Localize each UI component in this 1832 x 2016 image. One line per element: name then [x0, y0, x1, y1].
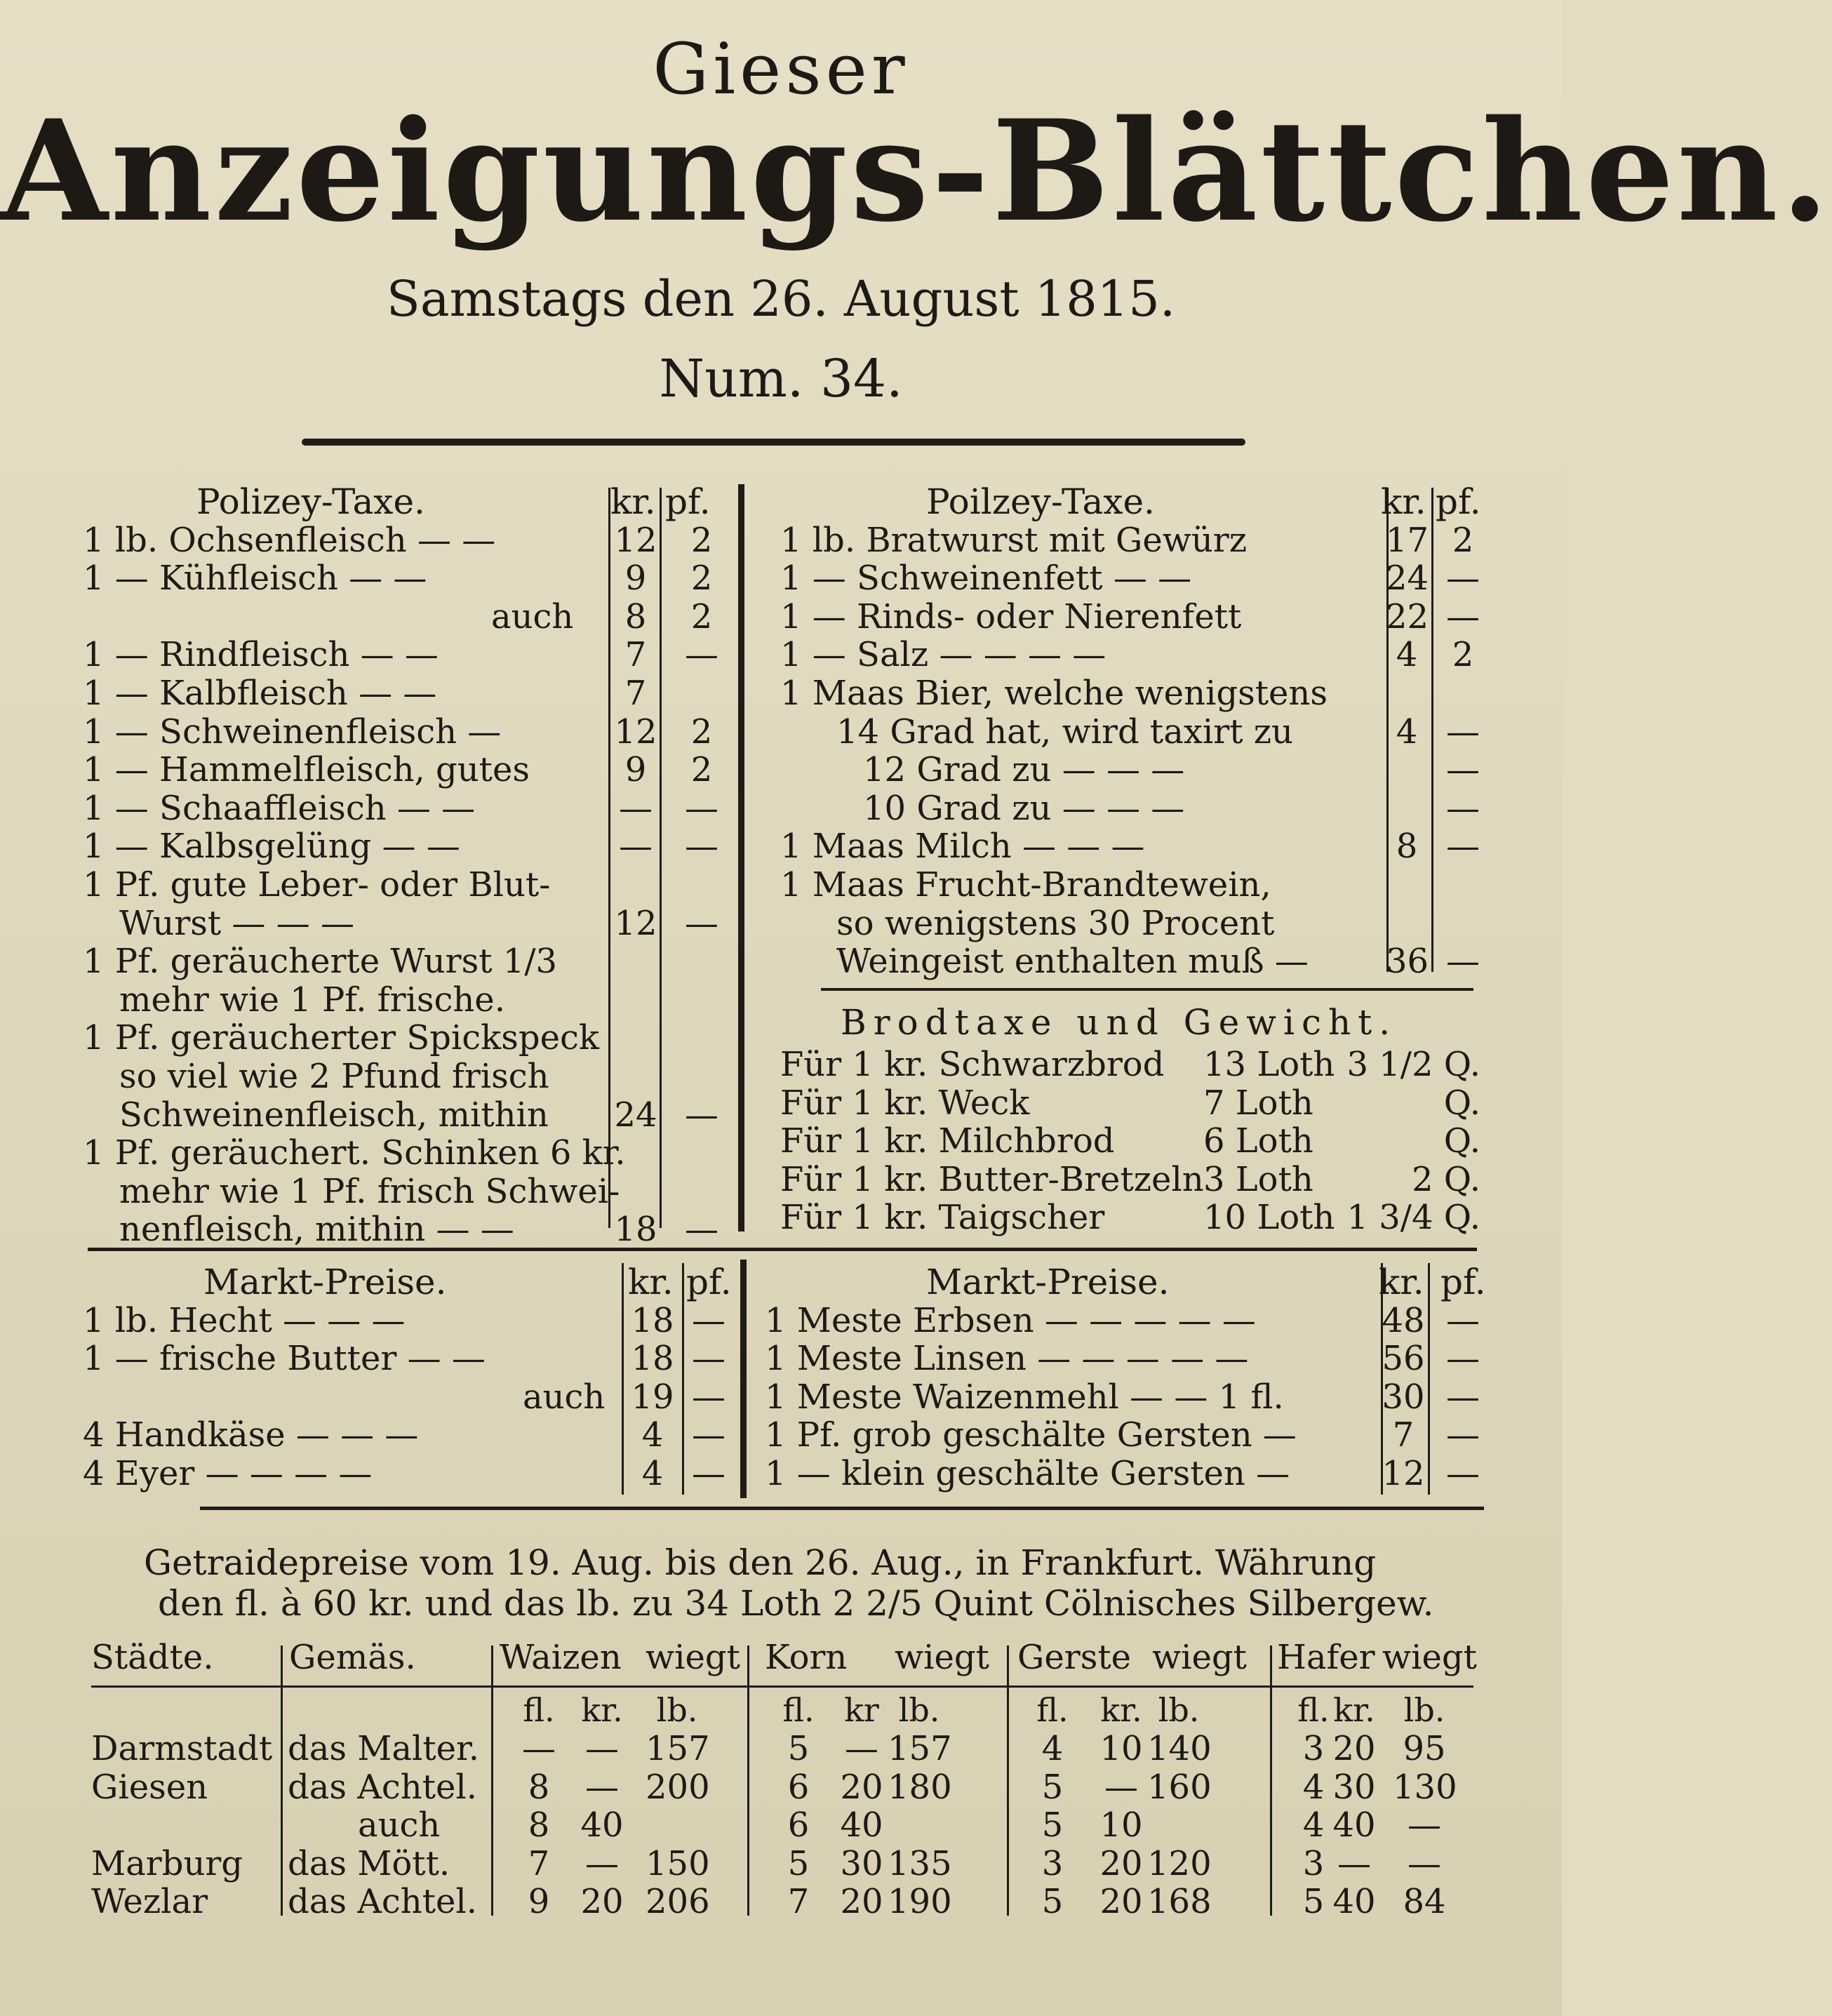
market_left-kr: 4 — [641, 1454, 664, 1493]
police-right-pf: — — [1446, 827, 1480, 867]
bread-weight: 7 Loth — [1203, 1083, 1313, 1123]
grain-col-rule-5 — [1270, 1645, 1272, 1916]
police-right-line: Weingeist enthalten muß — — [836, 942, 1309, 982]
grain-city: Marburg — [91, 1843, 243, 1883]
masthead-rule — [302, 439, 1245, 446]
police-left-line: 1 — Schweinenfleisch — — [83, 712, 502, 752]
grain-intro-line2: den fl. à 60 kr. und das lb. zu 34 Loth 2 2/5 Quint Cölnisches Silbergew. — [158, 1583, 1434, 1624]
market_right-item: 1 Meste Waizenmehl — — 1 fl. — [765, 1377, 1284, 1417]
grain-value: 157 — [888, 1729, 952, 1768]
grain-unit: lb. — [1158, 1691, 1200, 1729]
grain-value: 5 — [787, 1843, 810, 1883]
police-right-line: 1 lb. Bratwurst mit Gewürz — [780, 520, 1248, 560]
grain-value: 4 — [1302, 1805, 1325, 1845]
grain-measure: das Malter. — [288, 1729, 479, 1768]
police-left-pf: — — [685, 788, 718, 828]
grain-value: 30 — [840, 1843, 883, 1883]
market_left-kr: 19 — [631, 1377, 674, 1417]
bread-quint: Q. — [1443, 1083, 1480, 1123]
grain-value: 30 — [1332, 1767, 1376, 1807]
grain-value: 20 — [1099, 1843, 1143, 1883]
grain-value: 8 — [528, 1805, 550, 1845]
grain-unit: fl. — [1297, 1691, 1330, 1729]
grain-value: 40 — [1332, 1882, 1376, 1921]
grain-unit: fl. — [523, 1691, 555, 1729]
bread-weight: 3 Loth — [1203, 1159, 1313, 1199]
police-left-pf: 2 — [690, 596, 713, 636]
grain-value: 20 — [840, 1882, 883, 1921]
police-right-kr: 4 — [1396, 635, 1418, 675]
masthead-title: Anzeigungs-Blättchen. — [0, 89, 1832, 253]
grain-value: — — [1408, 1843, 1441, 1883]
grain-value: 8 — [528, 1767, 550, 1807]
market_left-pf: — — [692, 1454, 726, 1493]
bread-top-rule — [821, 988, 1473, 991]
grain-value: 180 — [888, 1767, 952, 1807]
police-right-pf: 2 — [1452, 635, 1474, 675]
market_right-kr: 30 — [1382, 1377, 1425, 1417]
grain-value: — — [522, 1729, 556, 1768]
police-right-line: 1 Maas Bier, welche wenigstens — [780, 674, 1328, 713]
police-left-line: auch — [491, 596, 574, 636]
grain-value: 3 — [1302, 1843, 1325, 1883]
market-left-rule-a — [622, 1263, 624, 1495]
grain-header: Gerste — [1017, 1638, 1132, 1677]
grain-value: 9 — [528, 1882, 550, 1921]
bread-item: Für 1 kr. Schwarzbrod — [780, 1045, 1165, 1084]
police-center-rule — [738, 484, 744, 1231]
police-right-line: 1 — Rinds- oder Nierenfett — [780, 596, 1242, 636]
grain-value: 157 — [646, 1729, 710, 1768]
police-left-pf: — — [685, 903, 718, 943]
police-right-line: 1 — Schweinenfett — — — [780, 559, 1192, 599]
bread-heading: Brodtaxe und Gewicht. — [841, 1002, 1398, 1043]
police-left-kr: 24 — [614, 1095, 657, 1135]
grain-value: 5 — [1041, 1805, 1064, 1845]
police-right-kr: 22 — [1386, 596, 1429, 636]
police-left-line: 1 — Kühfleisch — — — [83, 559, 427, 599]
grain-col-rule-3 — [747, 1645, 749, 1916]
police-left-kr: — — [619, 827, 653, 867]
police-left-line: 1 — Kalbfleisch — — — [83, 674, 437, 713]
police-left-line: 1 Pf. geräucherte Wurst 1/3 — [83, 942, 558, 982]
police-right-heading: Poilzey-Taxe. — [926, 481, 1155, 522]
police-left-pf: — — [685, 1210, 718, 1250]
grain-header: Waizen — [500, 1638, 622, 1677]
grain-unit: lb. — [1403, 1691, 1445, 1729]
market_right-pf: — — [1446, 1377, 1480, 1417]
grain-value: 4 — [1041, 1729, 1064, 1768]
police-left-kr: 8 — [624, 596, 647, 636]
grain-header: Korn — [765, 1638, 848, 1677]
police-left-pf: 2 — [690, 520, 713, 560]
grain-unit: kr — [844, 1691, 879, 1729]
police-left-pf: — — [685, 1095, 718, 1135]
police-left-line: 1 — Hammelfleisch, gutes — [83, 750, 530, 790]
police-left-line: 1 Pf. gute Leber- oder Blut- — [83, 865, 551, 904]
grain-header: Hafer — [1277, 1638, 1375, 1677]
police-right-line: 12 Grad zu — — — — [863, 750, 1185, 790]
police-left-pf: 2 — [690, 559, 713, 599]
market_left-pf: — — [692, 1377, 726, 1417]
police-left-line: 1 — Schaaffleisch — — — [83, 788, 476, 828]
grain-value: 6 — [787, 1805, 810, 1845]
market_left-col-pf: pf. — [686, 1262, 732, 1302]
grain-value: 5 — [1302, 1882, 1325, 1921]
grain-value: 10 — [1099, 1729, 1143, 1768]
market_right-item: 1 Pf. grob geschälte Gersten — — [765, 1415, 1297, 1455]
grain-intro-line1: Getraidepreise vom 19. Aug. bis den 26. Aug., in Frankfurt. Währung — [144, 1542, 1377, 1583]
grain-value: 5 — [1041, 1882, 1064, 1921]
market_right-kr: 12 — [1382, 1454, 1425, 1493]
police-left-kr: 7 — [624, 635, 647, 675]
grain-value: 6 — [787, 1767, 810, 1807]
police-left-kr: — — [619, 788, 653, 828]
market_right-col-pf: pf. — [1440, 1262, 1486, 1302]
bread-item: Für 1 kr. Milchbrod — [780, 1121, 1115, 1161]
grain-value: 20 — [840, 1767, 883, 1807]
grain-header: wiegt — [646, 1638, 740, 1677]
grain-header-rule — [91, 1685, 1473, 1688]
police-right-pf: — — [1446, 559, 1480, 599]
grain-header: Städte. — [91, 1638, 214, 1677]
grain-value: 7 — [528, 1843, 550, 1883]
market-bottom-rule — [200, 1507, 1484, 1510]
police-left-pf: 2 — [690, 712, 713, 752]
grain-value: — — [585, 1729, 619, 1768]
market_left-item: 4 Handkäse — — — — [83, 1415, 419, 1455]
grain-value: — — [1408, 1805, 1441, 1845]
market_left-pf: — — [692, 1415, 726, 1455]
grain-value: 20 — [580, 1882, 624, 1921]
grain-value: 190 — [888, 1882, 952, 1921]
grain-measure: das Achtel. — [288, 1767, 477, 1807]
grain-col-rule-1 — [281, 1645, 283, 1916]
grain-value: 130 — [1393, 1767, 1457, 1807]
grain-value: 150 — [646, 1843, 710, 1883]
police-left-line: mehr wie 1 Pf. frische. — [119, 980, 505, 1020]
grain-value: 20 — [1099, 1882, 1143, 1921]
grain-value: 10 — [1099, 1805, 1143, 1845]
market_right-pf: — — [1446, 1300, 1480, 1340]
market_left-item: 1 lb. Hecht — — — — [83, 1300, 406, 1340]
market_left-item: 1 — frische Butter — — — [83, 1339, 486, 1379]
police-right-line: 14 Grad hat, wird taxirt zu — [836, 712, 1293, 752]
grain-value: 95 — [1403, 1729, 1446, 1768]
grain-value: 135 — [888, 1843, 952, 1883]
bread-quint: 2 Q. — [1411, 1159, 1480, 1199]
police-left-kr: 12 — [614, 712, 657, 752]
grain-value: 3 — [1302, 1729, 1325, 1768]
grain-col-rule-2 — [491, 1645, 493, 1916]
grain-value: — — [585, 1843, 619, 1883]
police-left-pf: 2 — [690, 750, 713, 790]
police-right-rule-b — [1431, 488, 1433, 972]
grain-unit: kr. — [1333, 1691, 1375, 1729]
bread-quint: 1 3/4 Q. — [1346, 1198, 1480, 1238]
grain-unit: fl. — [782, 1691, 815, 1729]
grain-value: 84 — [1403, 1882, 1446, 1921]
grain-col-rule-4 — [1007, 1645, 1009, 1916]
market_left-kr: 18 — [631, 1339, 674, 1379]
police-left-kr: 9 — [624, 750, 647, 790]
police-left-col-pf: pf. — [665, 481, 711, 522]
police-left-line: Wurst — — — — [119, 903, 354, 943]
market_left-heading: Markt-Preise. — [203, 1262, 447, 1302]
police-left-line: 1 Pf. geräuchert. Schinken 6 kr. — [83, 1133, 626, 1173]
police-right-line: so wenigstens 30 Procent — [836, 903, 1275, 943]
market_left-item: auch — [523, 1377, 606, 1417]
police-right-pf: — — [1446, 750, 1480, 790]
grain-value: — — [585, 1767, 619, 1807]
grain-value: 7 — [787, 1882, 810, 1921]
police-left-line: so viel wie 2 Pfund frisch — [119, 1057, 549, 1096]
market_left-pf: — — [692, 1339, 726, 1379]
market_right-kr: 56 — [1382, 1339, 1425, 1379]
market_right-heading: Markt-Preise. — [926, 1262, 1170, 1302]
bread-weight: 6 Loth — [1203, 1121, 1313, 1161]
police-right-pf: — — [1446, 596, 1480, 636]
grain-value: 4 — [1302, 1767, 1325, 1807]
police-right-kr: 4 — [1396, 712, 1418, 752]
police-right-pf: — — [1446, 712, 1480, 752]
market_left-item: 4 Eyer — — — — — [83, 1454, 373, 1493]
grain-header: wiegt — [895, 1638, 989, 1677]
market_right-pf: — — [1446, 1415, 1480, 1455]
police-right-line: 1 Maas Frucht-Brandtewein, — [780, 865, 1271, 904]
bread-item: Für 1 kr. Weck — [780, 1083, 1030, 1123]
police-right-kr: 24 — [1386, 559, 1429, 599]
police-left-line: nenfleisch, mithin — — — [119, 1210, 514, 1250]
bread-quint: 3 1/2 Q. — [1346, 1045, 1480, 1084]
grain-value: 200 — [646, 1767, 710, 1807]
bread-item: Für 1 kr. Taigscher — [780, 1198, 1105, 1238]
issue-number: Num. 34. — [659, 349, 903, 409]
market_left-kr: 18 — [631, 1300, 674, 1340]
police-left-heading: Polizey-Taxe. — [196, 481, 425, 522]
police-left-col-kr: kr. — [610, 481, 656, 522]
police-left-kr: 18 — [614, 1210, 657, 1250]
police-left-line: 1 — Kalbsgelüng — — — [83, 827, 460, 867]
grain-value: — — [1104, 1767, 1138, 1807]
market_right-pf: — — [1446, 1454, 1480, 1493]
bread-quint: Q. — [1443, 1121, 1480, 1161]
market_right-kr: 48 — [1382, 1300, 1425, 1340]
police-right-line: 1 Maas Milch — — — — [780, 827, 1145, 867]
grain-unit: lb. — [898, 1691, 940, 1729]
police-right-pf: — — [1446, 942, 1480, 982]
grain-unit: fl. — [1036, 1691, 1069, 1729]
grain-value: 206 — [646, 1882, 710, 1921]
grain-value: 40 — [1332, 1805, 1376, 1845]
grain-value: 40 — [580, 1805, 624, 1845]
market_left-pf: — — [692, 1300, 726, 1340]
market_right-item: 1 Meste Erbsen — — — — — — [765, 1300, 1256, 1340]
grain-value: 5 — [787, 1729, 810, 1768]
grain-value: 140 — [1147, 1729, 1212, 1768]
grain-value: 40 — [840, 1805, 883, 1845]
grain-city: Giesen — [91, 1767, 208, 1807]
police-left-line: Schweinenfleisch, mithin — [119, 1095, 549, 1135]
police-left-line: 1 Pf. geräucherter Spickspeck — [83, 1018, 599, 1058]
police-left-pf: — — [685, 635, 718, 675]
police-left-kr: 7 — [624, 674, 647, 713]
market_right-item: 1 Meste Linsen — — — — — — [765, 1339, 1249, 1379]
police-right-kr: 8 — [1396, 827, 1418, 867]
market_right-kr: 7 — [1392, 1415, 1415, 1455]
masthead-kicker: Gieser — [653, 28, 909, 110]
grain-city: Darmstadt — [91, 1729, 273, 1768]
market_right-col-kr: kr. — [1379, 1262, 1424, 1302]
grain-measure: das Achtel. — [288, 1882, 477, 1921]
grain-value: — — [845, 1729, 878, 1768]
issue-date: Samstags den 26. August 1815. — [386, 270, 1176, 328]
grain-header: wiegt — [1152, 1638, 1247, 1677]
grain-value: 3 — [1041, 1843, 1064, 1883]
grain-value: 120 — [1147, 1843, 1212, 1883]
police-right-col-kr: kr. — [1381, 481, 1426, 522]
police-left-line: 1 lb. Ochsenfleisch — — — [83, 520, 496, 560]
police-right-line: 1 — Salz — — — — — [780, 635, 1106, 675]
police-right-line: 10 Grad zu — — — — [863, 788, 1185, 828]
grain-measure: das Mött. — [288, 1843, 450, 1883]
police-left-kr: 12 — [614, 520, 657, 560]
police-left-kr: 9 — [624, 559, 647, 599]
grain-value: 5 — [1041, 1767, 1064, 1807]
police-right-kr: 17 — [1386, 520, 1429, 560]
police-left-line: mehr wie 1 Pf. frisch Schwei- — [119, 1171, 620, 1211]
police-left-pf: — — [685, 827, 718, 867]
bread-weight: 13 Loth — [1203, 1045, 1335, 1084]
grain-header: Gemäs. — [289, 1638, 416, 1677]
police-right-kr: 36 — [1386, 942, 1429, 982]
bread-weight: 10 Loth — [1203, 1198, 1335, 1238]
grain-unit: kr. — [1100, 1691, 1142, 1729]
police-right-col-pf: pf. — [1436, 481, 1481, 522]
market_right-item: 1 — klein geschälte Gersten — — [765, 1454, 1290, 1493]
grain-header: wiegt — [1382, 1638, 1477, 1677]
grain-city: Wezlar — [91, 1882, 208, 1921]
market-center-rule — [740, 1260, 747, 1498]
grain-value: 168 — [1147, 1882, 1212, 1921]
grain-unit: kr. — [581, 1691, 623, 1729]
grain-unit: lb. — [656, 1691, 698, 1729]
grain-value: 20 — [1332, 1729, 1376, 1768]
grain-value: — — [1337, 1843, 1371, 1883]
market_right-pf: — — [1446, 1339, 1480, 1379]
police-left-line: 1 — Rindfleisch — — — [83, 635, 439, 675]
grain-measure: auch — [358, 1805, 441, 1845]
grain-value: 160 — [1147, 1767, 1212, 1807]
police-right-pf: 2 — [1452, 520, 1474, 560]
bread-item: Für 1 kr. Butter-Bretzeln — [780, 1159, 1204, 1199]
police-left-kr: 12 — [614, 903, 657, 943]
market_left-col-kr: kr. — [628, 1262, 674, 1302]
police-right-pf: — — [1446, 788, 1480, 828]
market_left-kr: 4 — [641, 1415, 664, 1455]
